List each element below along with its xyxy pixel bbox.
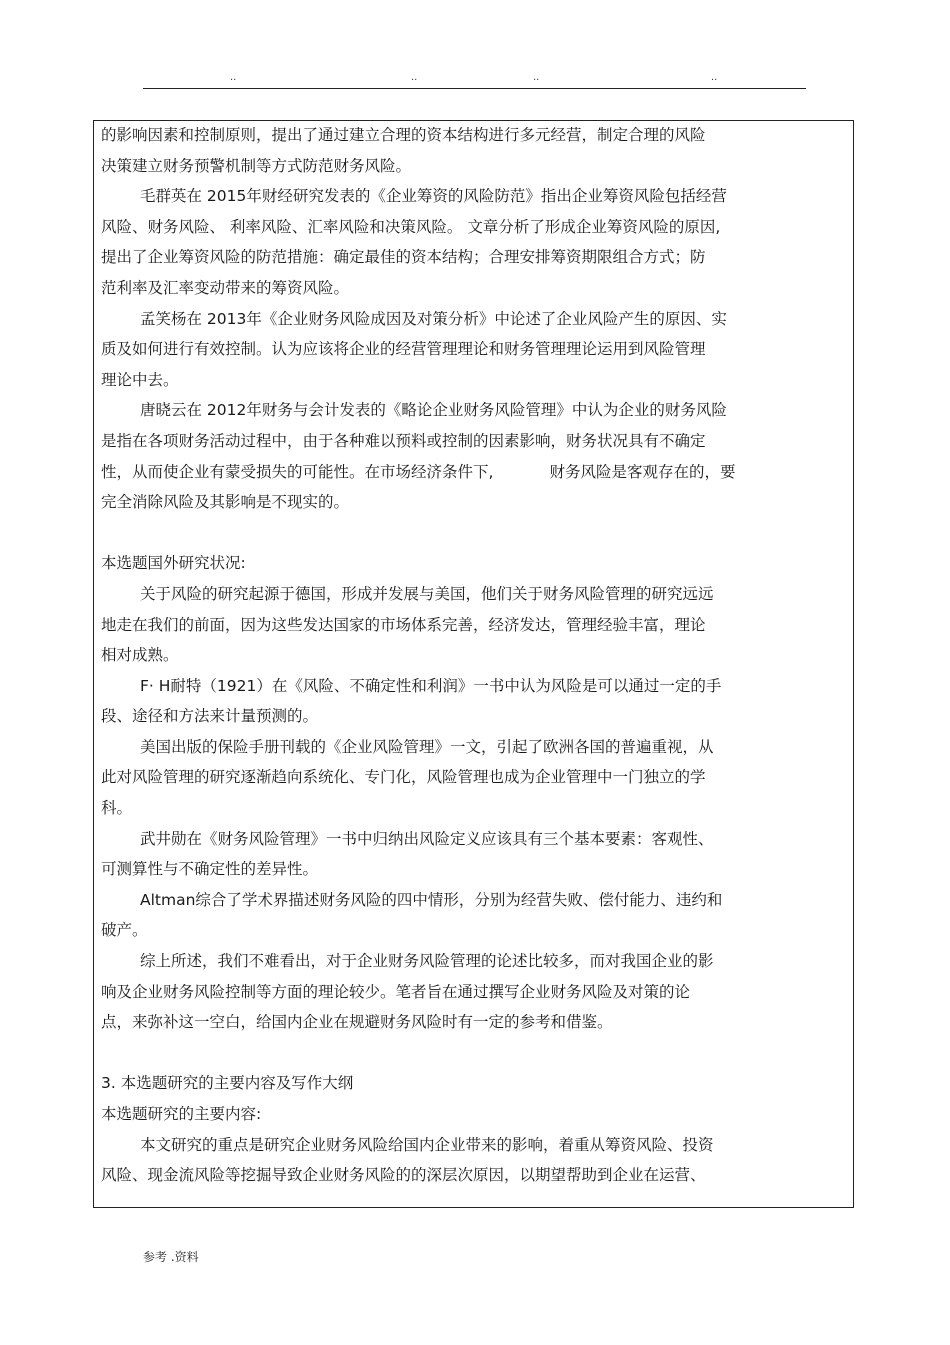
text-line: 本文研究的重点是研究企业财务风险给国内企业带来的影响，着重从筹资风险、投资 xyxy=(140,1135,714,1154)
text-line: 是指在各项财务活动过程中，由于各种难以预料或控制的因素影响，财务状况具有不确定 xyxy=(101,431,706,450)
header-mark: .. xyxy=(230,72,237,83)
header-mark: .. xyxy=(411,72,418,83)
header-mark: .. xyxy=(533,72,540,83)
text-line: 关于风险的研究起源于德国，形成并发展与美国，他们关于财务风险管理的研究远远 xyxy=(140,584,714,603)
text-line: 完全消除风险及其影响是不现实的。 xyxy=(101,493,350,512)
text-segment: 性，从而使企业有蒙受损失的可能性。在市场经济条件下, xyxy=(101,462,494,481)
text-line: 相对成熟。 xyxy=(101,646,179,665)
text-line: 地走在我们的前面，因为这些发达国家的市场体系完善，经济发达，管理经验丰富，理论 xyxy=(101,615,706,634)
text-line: 提出了企业筹资风险的防范措施：确定最佳的资本结构；合理安排筹资期限组合方式；防 xyxy=(101,248,706,267)
text-line: 综上所述，我们不难看出，对于企业财务风险管理的论述比较多，而对我国企业的影 xyxy=(140,952,714,971)
subsection-heading: 本选题研究的主要内容: xyxy=(101,1105,262,1123)
text-line: 理论中去。 xyxy=(101,370,179,389)
document-body xyxy=(101,120,841,1191)
text-line: 风险、财务风险、 利率风险、汇率风险和决策风险。 文章分析了形成企业筹资风险的原因, xyxy=(101,217,721,236)
text-line: 响及企业财务风险控制等方面的理论较少。笔者旨在通过撰写企业财务风险及对策的论 xyxy=(101,982,691,1001)
header-rule xyxy=(143,88,806,89)
text-line: 可测算性与不确定性的差异性。 xyxy=(101,860,319,879)
text-line: 段、途径和方法来计量预测的。 xyxy=(101,707,319,726)
text-line: F· H耐特（1921）在《风险、不确定性和利润》一书中认为风险是可以通过一定的手 xyxy=(140,676,722,695)
text-line xyxy=(101,457,841,488)
text-line: 武井勋在《财务风险管理》一书中归纳出风险定义应该具有三个基本要素：客观性、 xyxy=(140,829,714,848)
text-line: 唐晓云在 2012年财务与会计发表的《略论企业财务风险管理》中认为企业的财务风险 xyxy=(140,401,727,420)
header-mark: .. xyxy=(711,72,718,83)
text-line: 范利率及汇率变动带来的筹资风险。 xyxy=(101,278,350,297)
text-line: 破产。 xyxy=(101,921,148,940)
text-line: Altman综合了学术界描述财务风险的四中情形，分别为经营失败、偿付能力、违约和 xyxy=(140,890,723,909)
text-line: 此对风险管理的研究逐渐趋向系统化、专门化，风险管理也成为企业管理中一门独立的学 xyxy=(101,768,706,787)
blank-line xyxy=(101,518,841,549)
text-line: 美国出版的保险手册刊载的《企业风险管理》一文，引起了欧洲各国的普遍重视，从 xyxy=(140,737,714,756)
text-line: 质及如何进行有效控制。认为应该将企业的经营管理理论和财务管理理论运用到风险管理 xyxy=(101,340,706,359)
footer-label: 参考 .资料 xyxy=(143,1250,199,1264)
text-line: 决策建立财务预警机制等方式防范财务风险。 xyxy=(101,156,412,175)
text-segment: 财务风险是客观存在的，要 xyxy=(549,462,736,481)
text-line: 毛群英在 2015年财经研究发表的《企业筹资的风险防范》指出企业筹资风险包括经营 xyxy=(140,187,727,206)
section-heading: 3. 本选题研究的主要内容及写作大纲 xyxy=(101,1074,354,1093)
text-line: 的影响因素和控制原则，提出了通过建立合理的资本结构进行多元经营，制定合理的风险 xyxy=(101,126,706,144)
header-marks xyxy=(143,72,806,88)
blank-line xyxy=(101,1038,841,1069)
text-line: 点，来弥补这一空白，给国内企业在规避财务风险时有一定的参考和借鉴。 xyxy=(101,1013,613,1032)
section-heading: 本选题国外研究状况: xyxy=(101,554,246,573)
text-line: 风险、现金流风险等挖掘导致企业财务风险的的深层次原因，以期望帮助到企业在运营、 xyxy=(101,1166,706,1185)
text-line: 科。 xyxy=(101,799,133,818)
text-line: 孟笑杨在 2013年《企业财务风险成因及对策分析》中论述了企业风险产生的原因、实 xyxy=(140,309,727,328)
